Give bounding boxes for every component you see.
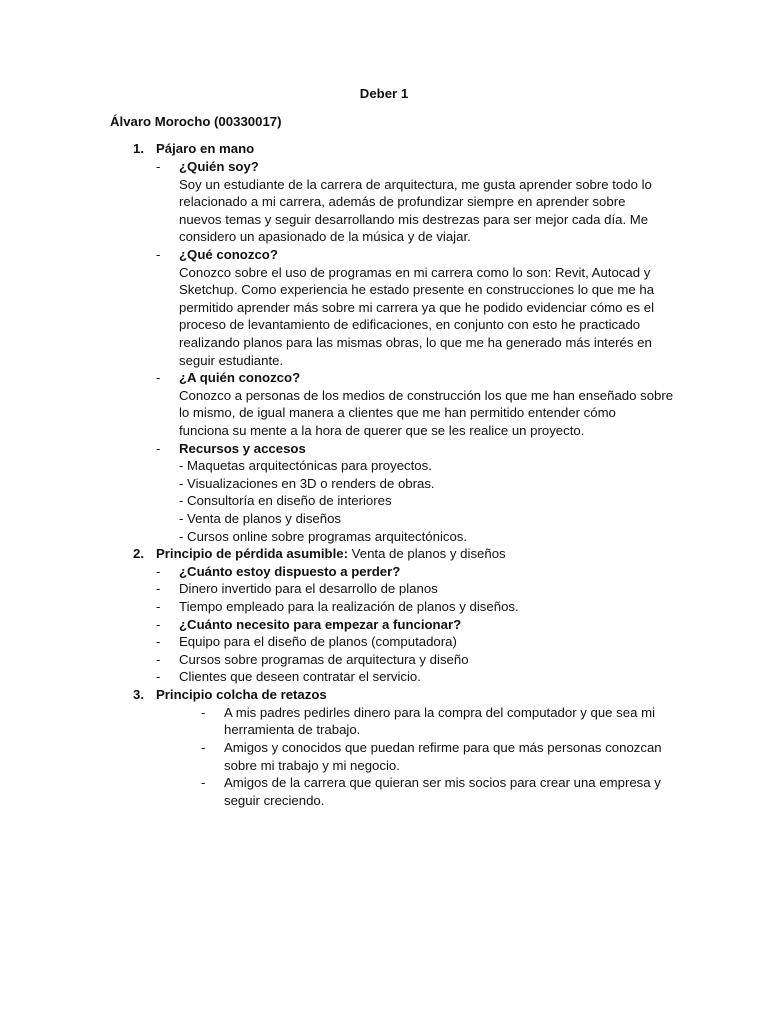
section-3-item-line: herramienta de trabajo.: [224, 722, 361, 737]
list-dash: -: [156, 669, 161, 684]
resource-item: - Consultoría en diseño de interiores: [179, 493, 392, 508]
author-line: Álvaro Morocho (00330017): [110, 114, 282, 129]
paragraph-line: relacionado a mi carrera, además de profundizar siempre en aprender sobre: [179, 194, 626, 209]
section-2-item: Dinero invertido para el desarrollo de planos: [179, 581, 438, 596]
paragraph-line: Conozco sobre el uso de programas en mi carrera como lo son: Revit, Autocad y: [179, 265, 651, 280]
question-who-am-i: ¿Quién soy?: [179, 159, 259, 174]
list-dash: -: [156, 441, 161, 456]
list-dash: -: [156, 247, 161, 262]
paragraph-line: permitido aprender más sobre mi carrera ya que he podido evidenciar cómo es el: [179, 300, 654, 315]
section-2-item: Cursos sobre programas de arquitectura y diseño: [179, 652, 469, 667]
section-2-item: Clientes que deseen contratar el servicio.: [179, 669, 421, 684]
resource-item: - Visualizaciones en 3D o renders de obras.: [179, 476, 435, 491]
list-dash: -: [156, 617, 161, 632]
list-dash: -: [156, 159, 161, 174]
list-dash: -: [156, 564, 161, 579]
list-dash: -: [201, 705, 206, 720]
paragraph-line: seguir estudiante.: [179, 353, 284, 368]
resource-item: - Maquetas arquitectónicas para proyectos.: [179, 458, 432, 473]
section-3-item-line: sobre mi trabajo y mi negocio.: [224, 758, 400, 773]
list-dash: -: [201, 775, 206, 790]
section-2-item: Equipo para el diseño de planos (computadora): [179, 634, 457, 649]
paragraph-line: Soy un estudiante de la carrera de arquitectura, me gusta aprender sobre todo lo: [179, 177, 652, 192]
section-2-heading-bold: Principio de pérdida asumible:: [156, 546, 348, 561]
list-dash: -: [156, 599, 161, 614]
section-2-item: ¿Cuánto estoy dispuesto a perder?: [179, 564, 401, 579]
paragraph-line: funciona su mente a la hora de querer que se les realice un proyecto.: [179, 423, 585, 438]
section-2-heading: [156, 545, 506, 563]
section-2-item: ¿Cuánto necesito para empezar a funcionar?: [179, 617, 462, 632]
section-3-item-line: Amigos y conocidos que puedan refirme para que más personas conozcan: [224, 740, 662, 755]
question-what-do-i-know: ¿Qué conozco?: [179, 247, 278, 262]
paragraph-line: nuevos temas y seguir desarrollando mis destrezas para ser mejor cada día. Me: [179, 212, 649, 227]
paragraph-line: proceso de levantamiento de edificaciones, en conjunto con esto he practicado: [179, 317, 641, 332]
section-2-number: 2.: [133, 546, 144, 561]
resource-item: - Cursos online sobre programas arquitectónicos.: [179, 529, 468, 544]
question-resources: Recursos y accesos: [179, 441, 306, 456]
paragraph-line: realizando planos para las mismas obras, lo que me ha generado más interés en: [179, 335, 652, 350]
section-2-heading-rest: Venta de planos y diseños: [348, 546, 506, 561]
section-2-item: Tiempo empleado para la realización de planos y diseños.: [179, 599, 519, 614]
list-dash: -: [156, 652, 161, 667]
section-3-item-line: Amigos de la carrera que quieran ser mis socios para crear una empresa y: [224, 775, 661, 790]
section-1-number: 1.: [133, 141, 144, 156]
list-dash: -: [201, 740, 206, 755]
paragraph-line: Sketchup. Como experiencia he estado presente en construcciones lo que me ha: [179, 282, 655, 297]
paragraph-line: Conozco a personas de los medios de construcción los que me han enseñado sobre: [179, 388, 674, 403]
paragraph-line: considero un apasionado de la música y de viajar.: [179, 229, 471, 244]
section-3-item-line: A mis padres pedirles dinero para la compra del computador y que sea mi: [224, 705, 656, 720]
list-dash: -: [156, 581, 161, 596]
document-title: Deber 1: [359, 86, 409, 101]
list-dash: -: [156, 370, 161, 385]
resource-item: - Venta de planos y diseños: [179, 511, 342, 526]
paragraph-line: lo mismo, de igual manera a clientes que me han permitido entender cómo: [179, 405, 616, 420]
list-dash: -: [156, 634, 161, 649]
section-3-item-line: seguir creciendo.: [224, 793, 325, 808]
section-3-number: 3.: [133, 687, 144, 702]
section-1-heading: Pájaro en mano: [156, 141, 255, 156]
question-who-do-i-know: ¿A quién conozco?: [179, 370, 301, 385]
section-3-heading: Principio colcha de retazos: [156, 687, 327, 702]
